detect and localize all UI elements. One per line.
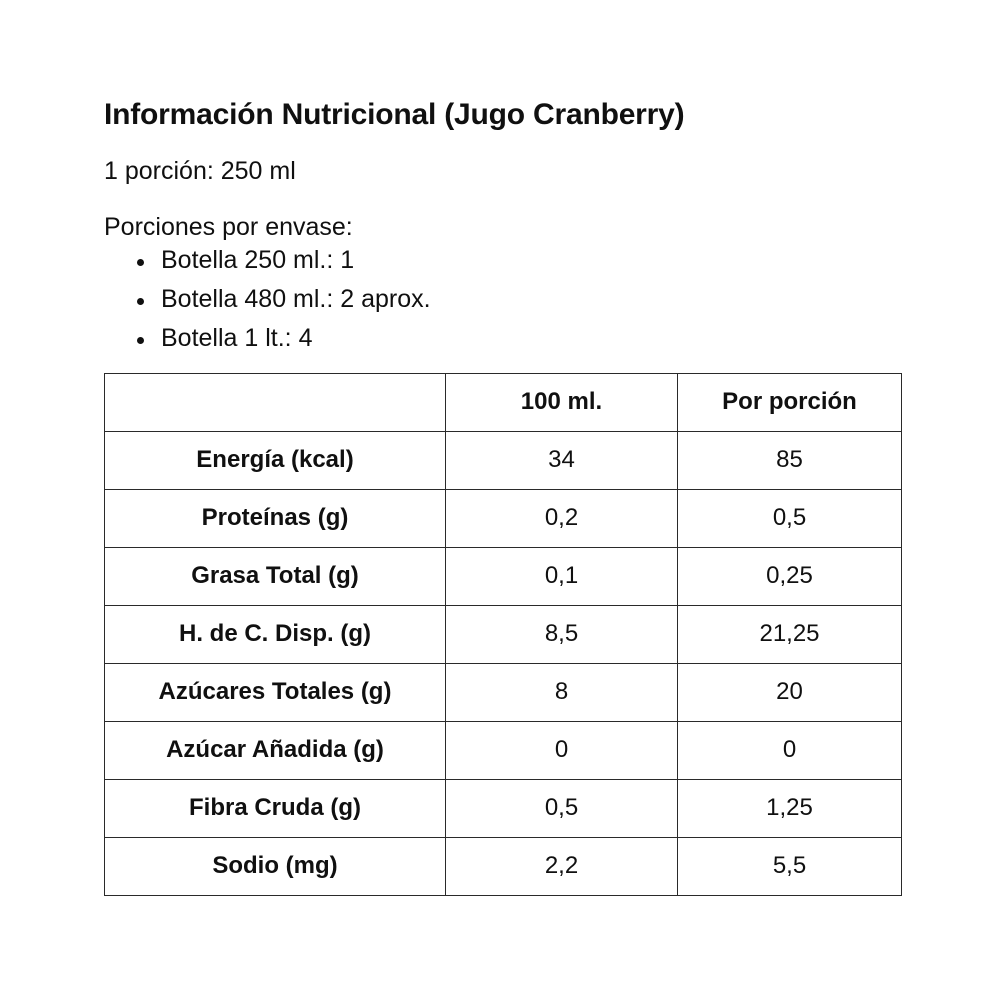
table-row: [105, 721, 902, 779]
nutrient-label: Grasa Total (g): [105, 547, 446, 605]
nutrient-value-per-portion: 1,25: [678, 779, 902, 837]
nutrient-value-per-100ml: 0: [446, 721, 678, 779]
nutrient-label: H. de C. Disp. (g): [105, 605, 446, 663]
nutrient-value-per-100ml: 0,2: [446, 489, 678, 547]
list-item: Botella 250 ml.: 1: [104, 248, 904, 273]
table-row: [105, 779, 902, 837]
table-header-per-portion: Por porción: [678, 373, 902, 431]
portions-list: [104, 245, 904, 352]
nutrient-value-per-portion: 0: [678, 721, 902, 779]
nutrient-label: Azúcares Totales (g): [105, 663, 446, 721]
nutrient-label: Proteínas (g): [105, 489, 446, 547]
nutrient-value-per-portion: 0,5: [678, 489, 902, 547]
nutrient-label: Sodio (mg): [105, 837, 446, 895]
nutrient-value-per-100ml: 2,2: [446, 837, 678, 895]
table-header-corner-blank: [105, 373, 446, 431]
nutrient-value-per-100ml: 8,5: [446, 605, 678, 663]
nutrition-table: [104, 373, 902, 896]
nutrient-label: Azúcar Añadida (g): [105, 721, 446, 779]
nutrient-label: Energía (kcal): [105, 431, 446, 489]
table-body: [105, 431, 902, 895]
table-row: [105, 605, 902, 663]
table-row: [105, 547, 902, 605]
nutrient-value-per-100ml: 34: [446, 431, 678, 489]
table-header: [105, 373, 902, 431]
content-container: [104, 96, 904, 896]
nutrient-value-per-portion: 21,25: [678, 605, 902, 663]
page-title: Información Nutricional (Jugo Cranberry): [104, 98, 685, 131]
nutrient-label: Fibra Cruda (g): [105, 779, 446, 837]
list-item: Botella 480 ml.: 2 aprox.: [104, 287, 904, 312]
list-item: Botella 1 lt.: 4: [104, 326, 904, 351]
nutrient-value-per-100ml: 0,5: [446, 779, 678, 837]
table-header-row: [105, 373, 902, 431]
nutrient-value-per-portion: 20: [678, 663, 902, 721]
table-row: [105, 489, 902, 547]
table-row: [105, 663, 902, 721]
nutrient-value-per-100ml: 0,1: [446, 547, 678, 605]
nutrient-value-per-portion: 85: [678, 431, 902, 489]
table-row: [105, 837, 902, 895]
nutrient-value-per-portion: 5,5: [678, 837, 902, 895]
serving-size-line: 1 porción: 250 ml: [104, 156, 296, 185]
nutrient-value-per-portion: 0,25: [678, 547, 902, 605]
nutrient-value-per-100ml: 8: [446, 663, 678, 721]
portions-per-container-label: Porciones por envase:: [104, 212, 353, 241]
table-row: [105, 431, 902, 489]
table-header-per-100ml: 100 ml.: [446, 373, 678, 431]
